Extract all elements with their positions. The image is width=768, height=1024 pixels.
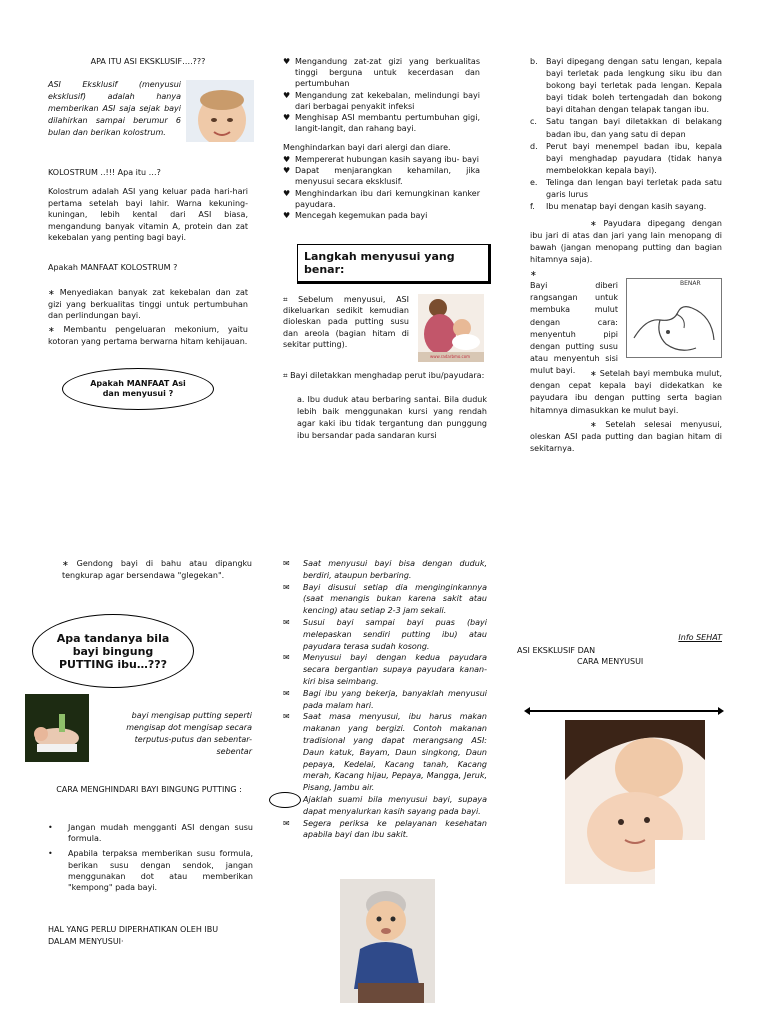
heading-apa-itu-asi: APA ITU ASI EKSKLUSIF….??? (90, 57, 206, 66)
manfaat-asi-list-2 (283, 154, 480, 221)
list-item: ✉ Saat masa menyusui, ibu harus makan makanan yang bergizi. Contoh makanan tradisional yang dapat merangsang ASI: Daun katuk, Bayam, Daun singkong, Daun pepaya, Kedelai, Kacang tanah, Kacang merah, Kacang hijau, Pepaya, Mangga, Jeruk, Pisang, Jambu air. (283, 712, 487, 793)
setelah-membuka-mulut: ∗ Setelah bayi membuka mulut, dengan cepat kepala bayi didekatkan ke payudara ibu dengan putting serta bagian hitamnya dimasukkan ke mulut bayi. (530, 369, 722, 415)
list-item: ✉ Bagi ibu yang bekerja, banyaklah menyusui pada malam hari. (283, 688, 487, 710)
envelope-icon: ✉ (283, 818, 290, 828)
manfaat-kolostrum-1: ∗ Menyediakan banyak zat kekebalan dan zat gizi yang berkualitas tinggi untuk pertumbuhan dan perlindungan bayi. (48, 288, 249, 320)
heart-icon: ♥ (283, 57, 291, 66)
payudara-dipegang: ∗ Payudara dipegang dengan ibu jari di atas dan jari yang lain menopang di bawah (jangan menopang putting dan bagian hitamnya saja). (530, 219, 723, 264)
decorative-arrow-divider (524, 701, 724, 711)
heart-icon: ♥ (283, 166, 291, 176)
list-item: ✉ Saat menyusui bayi bisa dengan duduk, berdiri, ataupun berbaring. (283, 559, 487, 580)
baby-bottle-photo (25, 694, 89, 762)
cover-title-1: ASI EKSKLUSIF DAN (517, 646, 596, 655)
benar-label: BENAR (680, 280, 701, 287)
manfaat-kolostrum-2: ∗ Membantu pengeluaran mekonium, yaitu kotoran yang pertama berwarna hitam kehijauan. (48, 325, 248, 346)
info-sehat-label: Info SEHAT (678, 633, 722, 642)
bullet-icon: • (48, 849, 53, 859)
cara-menghindari-list (48, 822, 253, 893)
bullet-icon: ∗ (62, 559, 77, 568)
setelah-selesai-menyusui: ∗ Setelah selesai menyusui, oleskan ASI pada putting dan bagian hitam di sekitarnya. (530, 420, 722, 454)
list-item: Ajaklah suami bila menyusui bayi, supaya dapat menyalurkan kasih sayang pada bayi. (283, 794, 487, 818)
envelope-icon: ✉ (283, 559, 290, 568)
sebelum-menyusui: ⌗ Sebelum menyusui, ASI dikeluarkan sedikit kemudian dioleskan pada putting susu dan areola (bagian hitam di sekitar putting). (283, 295, 409, 349)
bayi-diletakkan: ⌗ Bayi diletakkan menghadap perut ibu/payudara: (283, 371, 485, 380)
langkah-menyusui-title: Langkah menyusui yang benar: (304, 250, 455, 276)
bullet-icon: • (48, 823, 53, 832)
cloud-bingung-putting: Apa tandanya bila bayi bingung PUTTING ibu…??? (32, 614, 194, 688)
bayi-diberi-rangsangan: Bayi diberi rangsangan untuk membuka mulut dengan cara: menyentuh pipi dengan putting susu atau menyentuh sisi mulut bayi. (530, 281, 618, 376)
list-item: ♥ Mengandung zat kekebalan, melindungi bayi dari berbagai penyakit infeksi (283, 90, 480, 111)
envelope-icon: ✉ (283, 582, 290, 592)
envelope-icon: ✉ (283, 688, 290, 698)
envelope-icon: ✉ (283, 653, 290, 663)
photo-caption: www.radarbmo.com (430, 354, 471, 359)
manfaat-kolostrum-question: Apakah MANFAAT KOLOSTRUM ? (48, 263, 178, 272)
oval-bullet-icon (269, 792, 301, 808)
bullet-icon: ∗ (590, 369, 600, 378)
bullet-icon: ⌗ (283, 371, 291, 380)
bullet-icon: ⌗ (283, 295, 299, 304)
envelope-icon: ✉ (283, 712, 290, 722)
alergi-text: Menghindarkan bayi dari alergi dan diare. (283, 143, 451, 152)
bingung-description: bayi mengisap putting seperti mengisap dot mengisap secara terputus-putus dan sebentar-sebentar (126, 711, 252, 756)
mother-breastfeeding-photo (418, 294, 484, 362)
list-item: • Apabila terpaksa memberikan susu formula, berikan susu dengan sendok, jangan menggunakan dot atau memberikan "kempong" pada bayi. (48, 849, 253, 893)
asi-definition: ASI Eksklusif (menyusui eksklusif) adalah hanya memberikan ASI saja sejak bayi dilahirkan sampai berumur 6 bulan dan berikan kolostrum. (48, 80, 181, 137)
list-item: • Jangan mudah mengganti ASI dengan susu formula. (48, 823, 253, 844)
step-b: b. Bayi dipegang dengan satu lengan, kepala bayi terletak pada lengkung siku ibu dan bokong bayi terletak pada lengan. Kepala bayi tidak boleh tertengadah dan bokong bayi ditahan dengan telapak tangan ibu. (530, 57, 722, 115)
latch-diagram (626, 278, 722, 358)
cover-title-2: CARA MENYUSUI (577, 657, 644, 666)
list-item: ✉ Susui bayi sampai bayi puas (bayi melepaskan sendiri putting ibu) atau payudara terasa sudah kosong. (283, 617, 487, 651)
list-item: ♥ Mempererat hubungan kasih sayang ibu- bayi (283, 155, 480, 164)
step-d: d. Perut bayi menempel badan ibu, kepala bayi menghadap payudara (tidak hanya membelokkan kepala bayi). (530, 141, 722, 175)
menyusui-tips-list (283, 558, 487, 841)
step-c: c. Satu tangan bayi diletakkan di belakang badan ibu, dan yang satu di depan (530, 117, 722, 139)
baby-photo-1 (186, 80, 254, 156)
list-item: ♥ Menghisap ASI membantu pertumbuhan gigi, langit-langit, dan rahang bayi. (283, 113, 480, 134)
list-item: ✉ Bayi disusui setiap dia menginginkannya (saat menangis bukan karena sakit atau kencing) atau setiap 2-3 jam sekali. (283, 582, 487, 616)
step-e: e. Telinga dan lengan bayi terletak pada satu garis lurus (530, 177, 722, 200)
gendong-text: ∗ Gendong bayi di bahu atau dipangku tengkurap agar bersendawa "glegekan". (62, 559, 252, 580)
steps-list (530, 56, 722, 213)
kolostrum-question: KOLOSTRUM ..!!! Apa itu …? (48, 168, 161, 177)
heart-icon: ♥ (283, 155, 291, 164)
asterisk-icon: ∗ (48, 288, 60, 297)
heart-icon: ♥ (283, 113, 291, 123)
kolostrum-definition: Kolostrum adalah ASI yang keluar pada hari-hari pertama setelah bayi lahir. Warna kekuning-kuningan, lebih kental dari ASI biasa, mengandung banyak vitamin A, protein dan zat kekebalan yang penting bagi bayi. (48, 187, 248, 242)
list-item: ♥ Mencegah kegemukan pada bayi (283, 211, 428, 221)
step-f: f. Ibu menatap bayi dengan kasih sayang. (530, 202, 707, 212)
hal-perlu-heading: HAL YANG PERLU DIPERHATIKAN OLEH IBU DALAM MENYUSUI· (48, 925, 219, 946)
cara-menghindari-heading: CARA MENGHINDARI BAYI BINGUNG PUTTING : (56, 785, 242, 794)
list-item: ✉ Menyusui bayi dengan kedua payudara secara bergantian supaya payudara kanan-kiri bisa seimbang. (283, 653, 487, 686)
manfaat-asi-list-1 (283, 56, 480, 134)
heart-icon: ♥ (283, 90, 291, 100)
asterisk-icon: ∗ (48, 325, 64, 334)
bullet-icon: ∗ (590, 219, 604, 228)
step-a: a. Ibu duduk atau berbaring santai. Bila duduk lebih baik menggunakan kursi yang rendah agar kaki ibu tidak tergantung dan punggung ibu bersandar pada sandaran kursi (297, 395, 487, 440)
list-item: ♥ Dapat menjarangkan kehamilan, jika menyusui secara eksklusif. (283, 166, 480, 187)
bullet-icon: ∗ (530, 269, 537, 278)
list-item: ♥ Mengandung zat-zat gizi yang berkualitas tinggi berguna untuk kecerdasan dan pertumbuhan (283, 57, 480, 89)
bullet-icon: ∗ (590, 420, 606, 429)
envelope-icon: ✉ (283, 617, 290, 627)
heart-icon: ♥ (283, 188, 291, 198)
cloud-manfaat-asi: Apakah MANFAAT Asi dan menyusui ? (62, 368, 214, 410)
list-item: ♥ Menghindarkan ibu dari kemungkinan kanker payudara. (283, 188, 480, 209)
langkah-menyusui-title-box (297, 244, 491, 284)
baby-crawling-photo (340, 879, 435, 1003)
heart-icon: ♥ (283, 211, 291, 221)
list-item: ✉ Segera periksa ke pelayanan kesehatan apabila bayi dan ibu sakit. (283, 818, 487, 840)
mother-kissing-baby-photo (565, 720, 705, 884)
